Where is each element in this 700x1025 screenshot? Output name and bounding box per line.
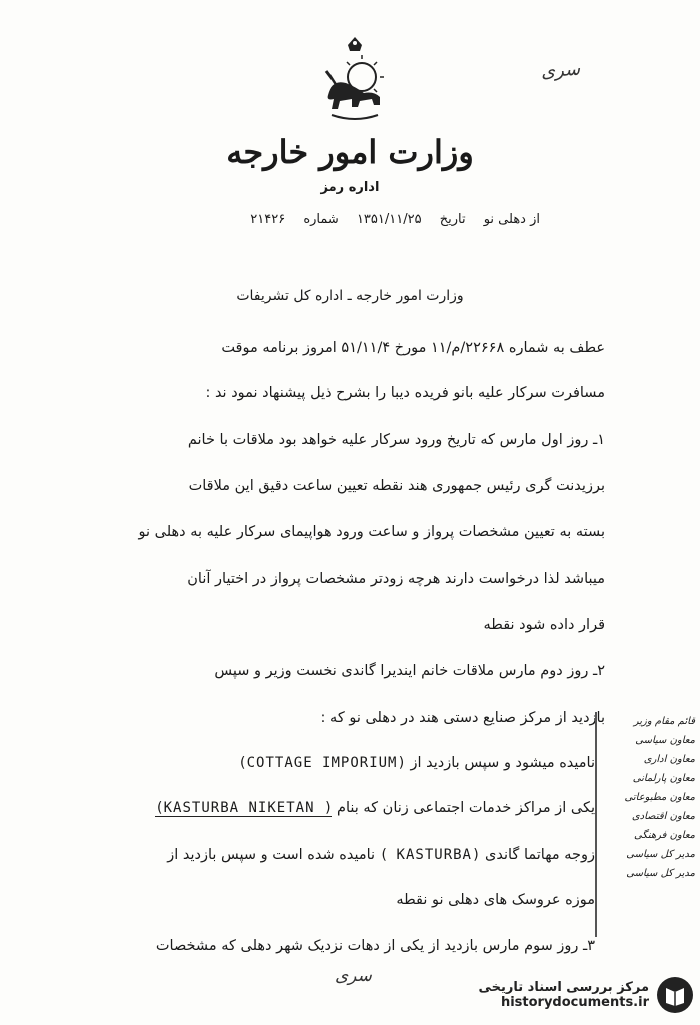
routing-item: معاون اقتصادی	[631, 811, 695, 822]
reference-line	[140, 212, 540, 227]
body-line: قرار داده شود نقطه	[483, 617, 605, 633]
kasturba-latin: ( KASTURBA)	[379, 847, 481, 863]
routing-item: مدیر کل سیاسی	[626, 849, 695, 860]
body-line: ۱ـ روز اول مارس که تاریخ ورود سرکار علیه خواهد بود ملاقات با خانم	[187, 432, 605, 448]
kasturba-line	[75, 847, 595, 863]
body-line: مسافرت سرکار علیه بانو فریده دیبا را بشرح ذیل پیشنهاد نمود ند :	[205, 385, 605, 401]
niketan-latin: (KASTURBA NIKETAN )	[155, 800, 333, 816]
niketan-line	[75, 800, 595, 816]
cottage-latin: (COTTAGE IMPORIUM)	[238, 755, 406, 771]
routing-item: قائم مقام وزیر	[633, 716, 695, 727]
routing-item: معاون سیاسی	[635, 735, 695, 746]
body-line: بسته به تعیین مشخصات پرواز و ساعت ورود هواپیمای سرکار علیه به دهلی نو	[138, 524, 605, 540]
number-value: ۲۱۴۲۶	[250, 212, 286, 227]
from-label: از دهلی نو	[483, 212, 540, 227]
archive-logo-icon	[655, 975, 695, 1015]
routing-item: معاون مطبوعاتی	[624, 792, 695, 803]
routing-item: مدیر کل سیاسی	[626, 868, 695, 879]
watermark-en: historydocuments.ir	[500, 995, 649, 1010]
body-line: ۲ـ روز دوم مارس ملاقات خانم ایندیرا گاندی نخست وزیر و سپس	[214, 663, 605, 679]
body-line: موزه عروسک های دهلی نو نقطه	[396, 892, 595, 908]
body-line: عطف به شماره ۲۲۶۶۸/م/۱۱ مورخ ۵۱/۱۱/۴ امروز برنامه موقت	[221, 340, 605, 356]
cottage-line	[75, 755, 595, 771]
watermark	[455, 970, 695, 1020]
date-value: ۱۳۵۱/۱۱/۲۵	[356, 212, 422, 227]
kasturba-persian-before: زوجه مهاتما گاندی	[485, 847, 595, 863]
niketan-persian: یکی از مراکز خدمات اجتماعی زنان که بنام	[336, 800, 595, 816]
number-label: شماره	[303, 212, 339, 227]
date-label: تاریخ	[439, 212, 466, 227]
classification-stamp-bottom: سری	[335, 966, 372, 986]
routing-item: معاون اداری	[643, 754, 695, 765]
kasturba-persian-after: نامیده شده است و سپس بازدید از	[167, 847, 376, 863]
routing-item: معاون پارلمانی	[632, 773, 695, 784]
body-line: برزیدنت گری رئیس جمهوری هند نقطه تعیین ساعت دقیق این ملاقات	[188, 478, 605, 494]
routing-item: معاون فرهنگی	[633, 830, 695, 841]
body-line: میباشد لذا درخواست دارند هرچه زودتر مشخصات پرواز در اختیار آنان	[187, 571, 605, 587]
addressee: وزارت امور خارجه ـ اداره کل تشریفات	[236, 288, 464, 304]
cottage-persian: نامیده میشود و سپس بازدید از	[410, 755, 595, 771]
routing-list	[595, 712, 695, 937]
body-line: ۳ـ روز سوم مارس بازدید از یکی از دهات نزدیک شهر دهلی که مشخصات	[155, 938, 595, 954]
lion-and-sun-emblem-icon	[310, 35, 400, 125]
body-line: بازدید از مرکز صنایع دستی هند در دهلی نو که :	[320, 710, 605, 726]
classification-stamp-top: سری	[540, 58, 581, 83]
ministry-title: وزارت امور خارجه	[226, 133, 474, 171]
office-name: اداره رمز	[320, 180, 380, 195]
watermark-fa: مرکز بررسی اسناد تاریخی	[478, 980, 649, 995]
